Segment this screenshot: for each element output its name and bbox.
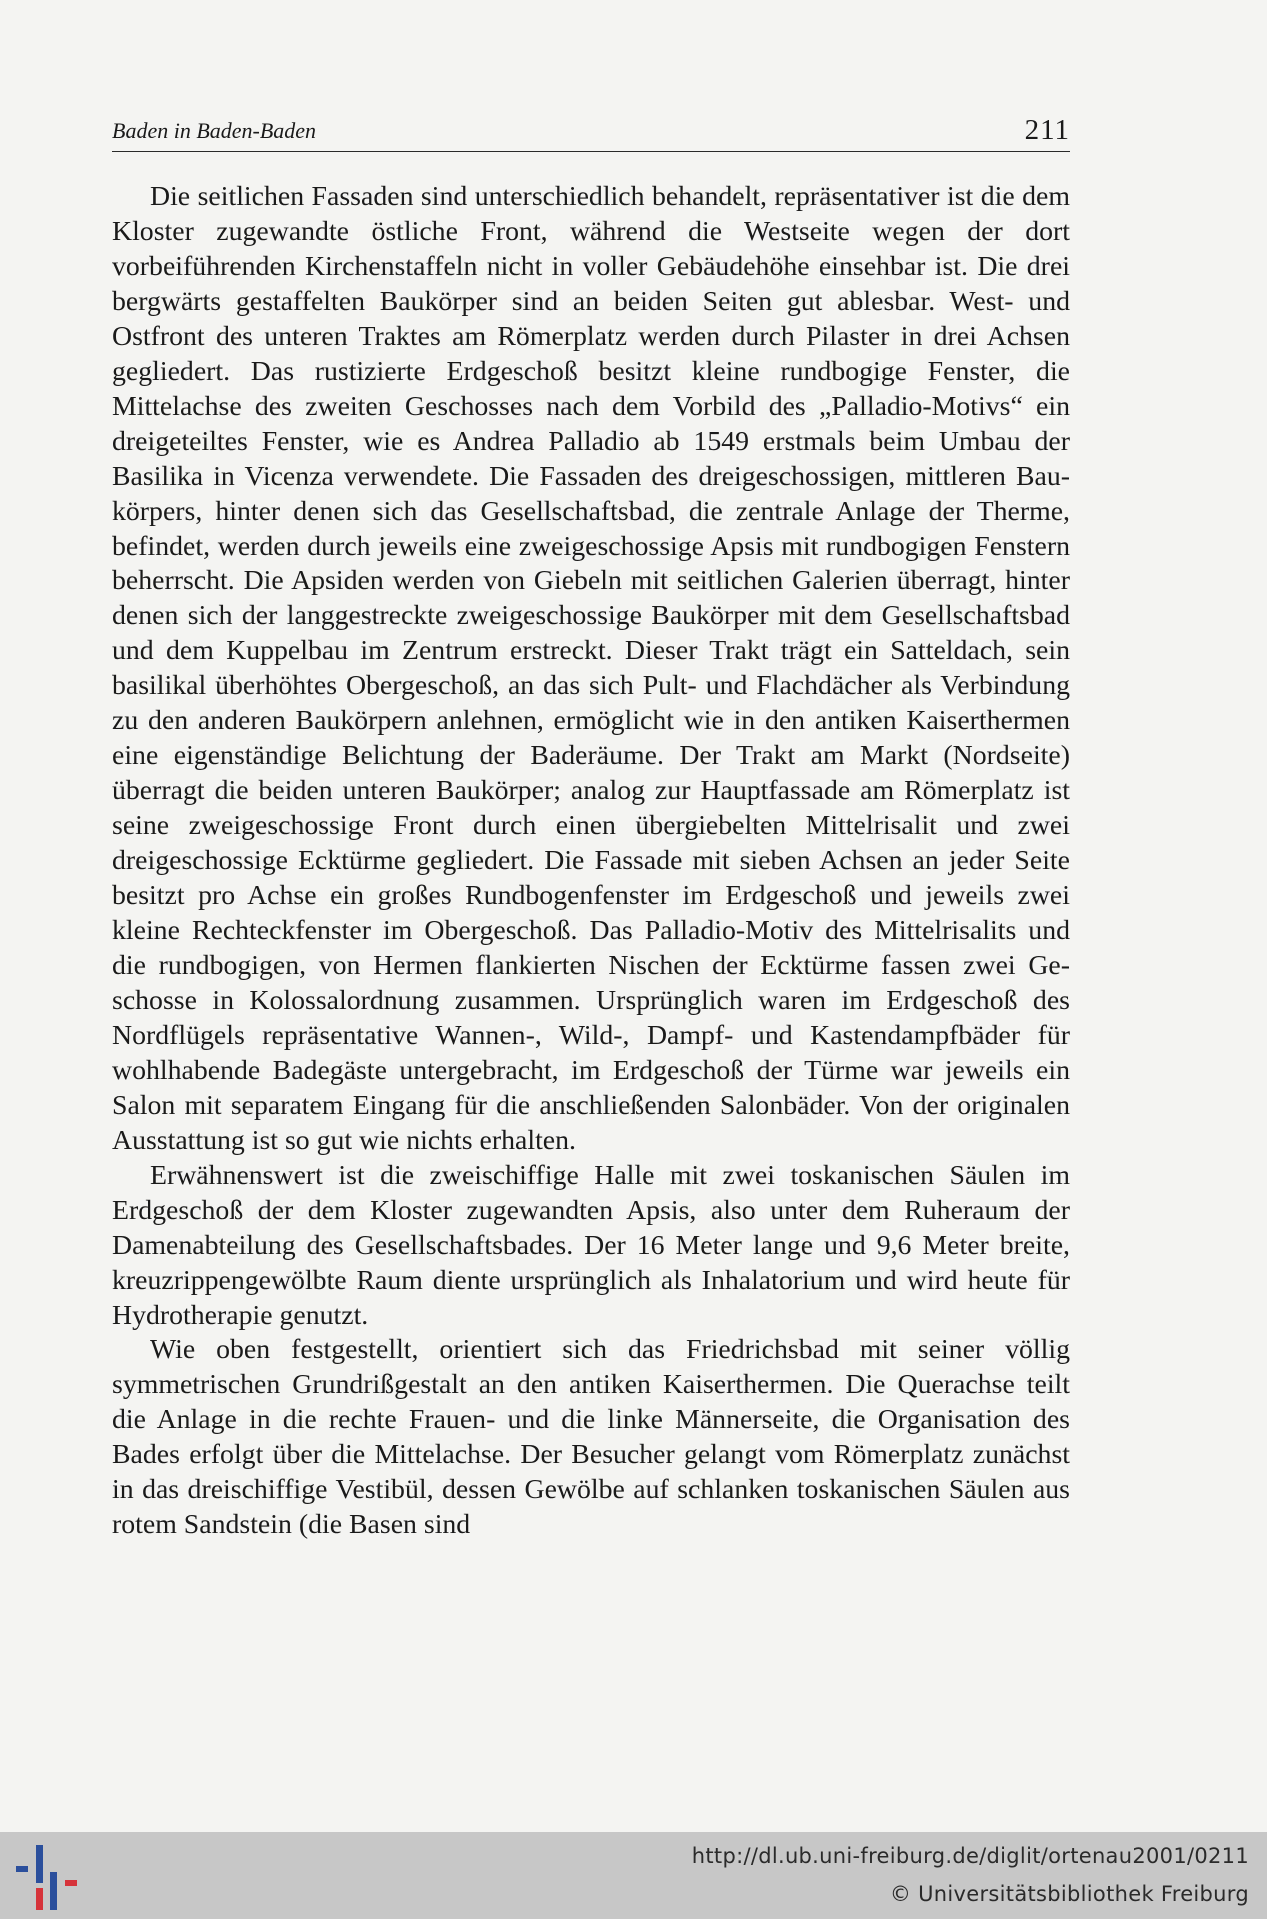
paragraph-1: Die seitlichen Fassaden sind unterschiedlich behandelt, repräsentativer ist die dem Kloster zugewandte östliche Front, während die Westseite wegen der dort vorbeiführenden Kirchenstaffeln nicht in voller Gebäudehöhe einsehbar ist. Die drei bergwärts gestaffelten Baukörper sind an beiden Seiten gut ablesbar. West- und Ostfront des unteren Traktes am Römerplatz werden durch Pilaster in drei Achsen gegliedert. Das rustizierte Erdgeschoß besitzt kleine rundbogige Fenster, die Mittelachse des zweiten Geschosses nach dem Vorbild des „Palladio-Motivs“ ein dreigeteiltes Fenster, wie es Andrea Palladio ab 1549 erstmals beim Umbau der Basilika in Vicenza verwendete. Die Fassaden des dreigeschossigen, mittleren Baukörpers, hinter denen sich das Gesellschaftsbad, die zentrale Anlage der Therme, befindet, werden durch jeweils eine zweigeschossige Apsis mit rundbogigen Fenstern beherrscht. Die Apsiden werden von Giebeln mit seitlichen Galerien überragt, hinter denen sich der langgestreckte zweigeschossige Baukörper mit dem Gesellschaftsbad und dem Kuppelbau im Zentrum erstreckt. Dieser Trakt trägt ein Satteldach, sein basilikal überhöhtes Obergeschoß, an das sich Pult- und Flachdächer als Verbindung zu den anderen Baukörpern anlehnen, ermöglicht wie in den antiken Kaiserthermen eine eigenständige Belichtung der Baderäume. Der Trakt am Markt (Nordseite) überragt die beiden unteren Baukörper; analog zur Hauptfassade am Römerplatz ist seine zweigeschossige Front durch einen übergiebelten Mittelrisalit und zwei dreigeschossige Ecktürme gegliedert. Die Fassade mit sieben Achsen an jeder Seite besitzt pro Achse ein großes Rundbogenfenster im Erdgeschoß und jeweils zwei kleine Rechteckfenster im Obergeschoß. Das Palladio-Motiv des Mittelrisalits und die rundbogigen, von Hermen flankierten Nischen der Ecktürme fassen zwei Geschosse in Kolossalordnung zusammen. Ursprünglich waren im Erdgeschoß des Nordflügels repräsentative Wannen-, Wild-, Dampf- und Kastendampfbäder für wohlhabende Badegäste untergebracht, im Erdgeschoß der Türme war jeweils ein Salon mit separatem Eingang für die anschließenden Salonbäder. Von der originalen Ausstattung ist so gut wie nichts erhalten. (112, 181, 1070, 1156)
paragraph-2: Erwähnenswert ist die zweischiffige Halle mit zwei toskanischen Säulen im Erdgeschoß der dem Kloster zugewandten Apsis, also unter dem Ruheraum der Damenabteilung des Gesellschaftsbades. Der 16 Meter lange und 9,6 Meter breite, kreuzrippengewölbte Raum diente ursprünglich als Inhalatorium und wird heute für Hydrotherapie genutzt. (112, 1159, 1070, 1331)
ub-freiburg-logo-icon (14, 1842, 84, 1912)
copyright-notice: © Universitätsbibliothek Freiburg (889, 1882, 1249, 1906)
viewer-footer (0, 1832, 1267, 1919)
running-head (112, 115, 1070, 152)
running-title: Baden in Baden-Baden (112, 118, 317, 143)
page-number: 211 (1024, 114, 1070, 146)
paragraph-3: Wie oben festgestellt, orientiert sich das Friedrichsbad mit seiner völlig symmetrischen Grundrißgestalt an den antiken Kaiserthermen. Die Querachse teilt die Anlage in die rechte Frauen- und die linke Männerseite, die Organisation des Bades erfolgt über die Mittelachse. Der Besucher gelangt vom Römerplatz zunächst in das dreischiffige Vestibül, dessen Gewölbe auf schlanken toskanischen Säulen aus rotem Sandstein (die Basen sind (112, 1334, 1070, 1541)
source-url-link[interactable]: http://dl.ub.uni-freiburg.de/diglit/ortenau2001/0211 (691, 1844, 1249, 1868)
body-text (112, 180, 1070, 1543)
